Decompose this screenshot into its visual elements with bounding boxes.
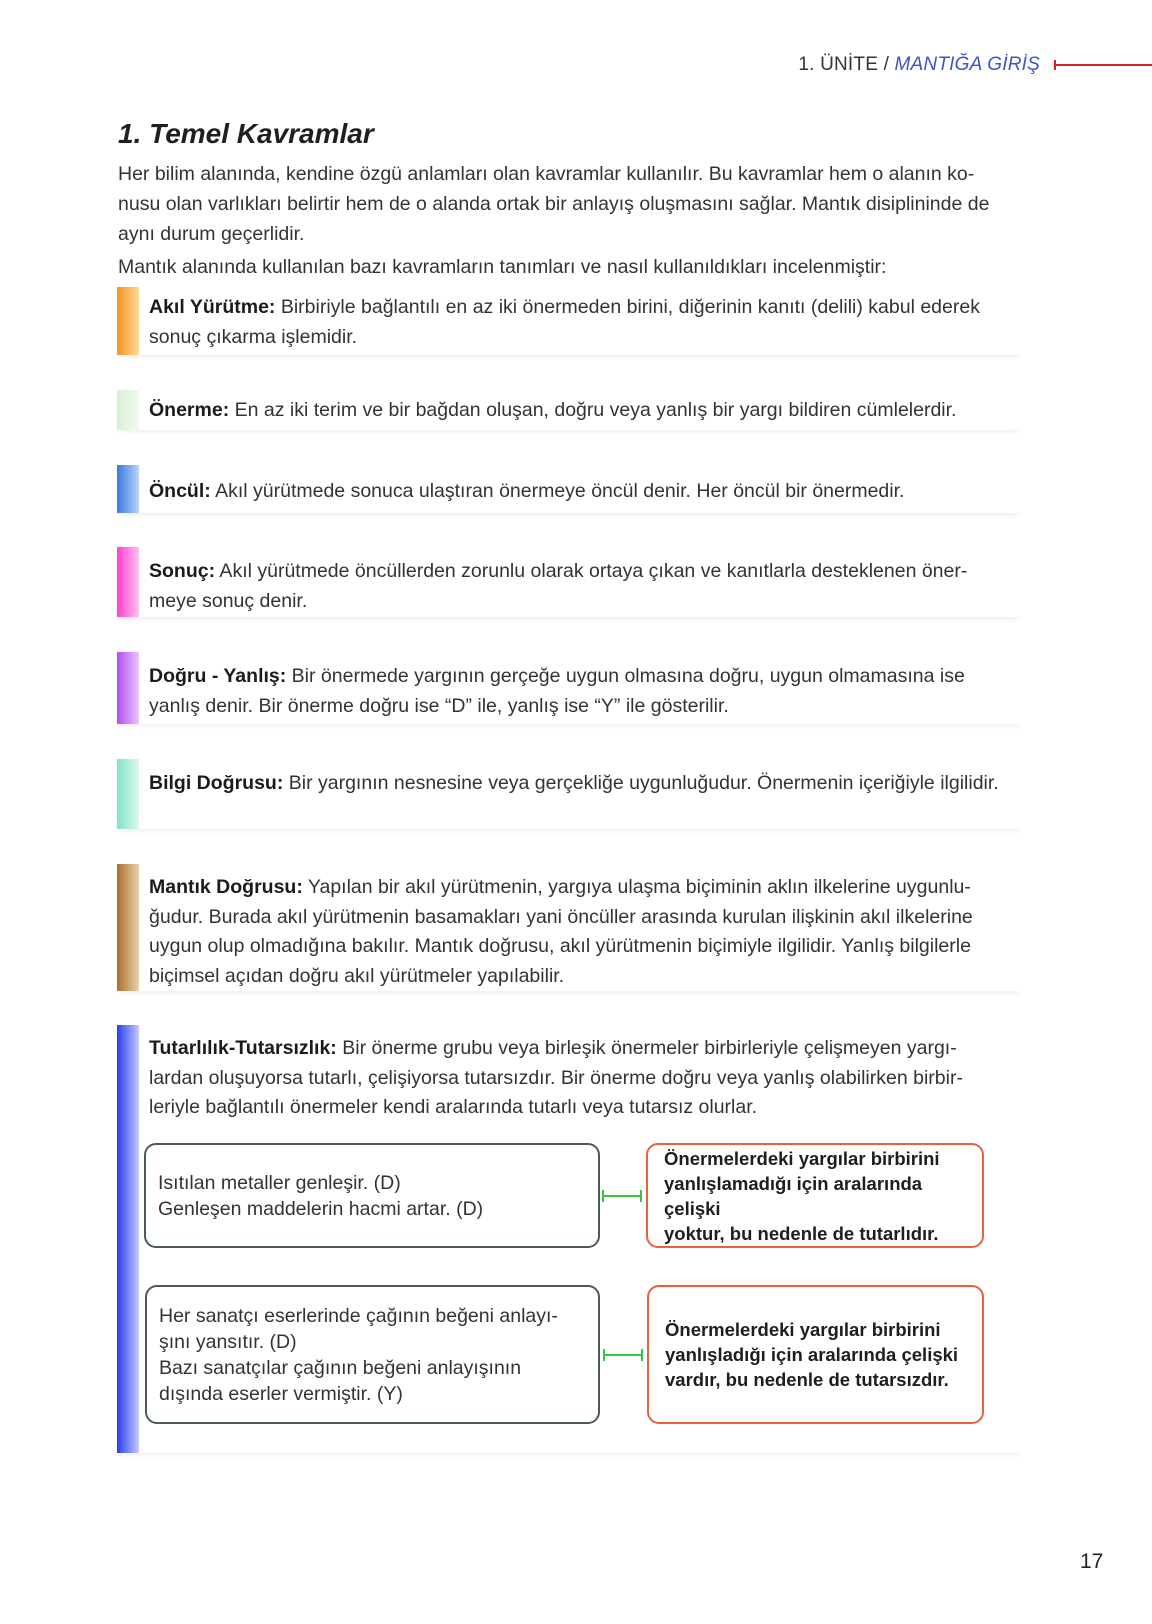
concept-card-mantik-dogrusu (117, 864, 1022, 991)
concept-def: Bir yargının nesnesine veya gerçekliğe uygunluğudur. Önermenin içeriğiyle ilgilidir. (283, 772, 999, 794)
statements (158, 1170, 483, 1222)
explanation-line: yanlışlamadığı için aralarında çelişki (664, 1172, 923, 1219)
explanation (665, 1317, 958, 1392)
concept-term: Doğru - Yanlış: (149, 665, 287, 687)
card-line: biçimsel açıdan doğru akıl yürütmeler yapılabilir. (149, 964, 565, 987)
concept-def: Akıl yürütmede öncüllerden zorunlu olarak ortaya çıkan ve kanıtlarla desteklenen öner- (215, 560, 968, 582)
card-text (149, 769, 1022, 799)
concept-card-dogru-yanlis (117, 652, 1022, 724)
card-line (149, 769, 1022, 799)
concept-card-onerme (117, 390, 1022, 430)
card-text (149, 293, 1022, 352)
running-header (798, 50, 1152, 80)
explanation-line: Önermelerdeki yargılar birbirini (665, 1319, 941, 1340)
card-line: uygun olup olmadığına bakılır. Mantık doğrusu, akıl yürütmenin biçimiyle ilgilidir. Yanlış bilgilerle (149, 935, 971, 957)
header-text (798, 54, 1040, 76)
intro-line: Her bilim alanında, kendine özgü anlamları olan kavramlar kullanılır. Bu kavramlar hem o alanın ko- (118, 163, 975, 185)
card-line (149, 1034, 1022, 1064)
connector-line (603, 1354, 643, 1356)
concept-card-oncul (117, 465, 1022, 513)
card-text (149, 396, 1022, 426)
concept-card-bilgi-dogrusu (117, 759, 1022, 829)
card-color-bar (117, 1025, 139, 1453)
intro-line: nusu olan varlıkları belirtir hem de o alanda ortak bir anlayış oluşmasını sağlar. Mantık disiplininde de (118, 193, 990, 215)
card-color-bar (117, 287, 139, 355)
card-text (149, 662, 1022, 721)
concept-term: Bilgi Doğrusu: (149, 772, 284, 794)
concept-def: Bir önermede yargının gerçeğe uygun olmasına doğru, uygun olmamasına ise (286, 665, 965, 687)
concept-term: Önerme: (149, 399, 230, 421)
concept-def: Birbiriyle bağlantılı en az iki önermeden birini, diğerinin kanıtı (delili) kabul ederek (275, 296, 980, 318)
concept-def: Bir önerme grubu veya birleşik önermeler birbirleriyle çelişmeyen yargı- (336, 1037, 957, 1059)
statement-line: şını yansıtır. (D) (159, 1330, 297, 1353)
header-unit: 1. ÜNİTE / (798, 54, 895, 75)
statement-line: Genleşen maddelerin hacmi artar. (D) (158, 1197, 484, 1220)
card-line (149, 477, 1022, 507)
explanation-line: Önermelerdeki yargılar birbirini (664, 1147, 940, 1169)
concept-term: Sonuç: (149, 560, 216, 582)
section-title: 1. Temel Kavramlar (118, 118, 374, 149)
explanation (664, 1146, 972, 1246)
statement-line: Bazı sanatçılar çağının beğeni anlayışının (159, 1356, 522, 1379)
card-text (149, 477, 1022, 507)
example-statements-box (144, 1143, 600, 1248)
concept-def: Akıl yürütmede sonuca ulaştıran önermeye öncül denir. Her öncül bir önermedir. (210, 480, 905, 502)
statement-line: Isıtılan metaller genleşir. (D) (158, 1171, 401, 1194)
concept-term: Mantık Doğrusu: (149, 876, 303, 898)
card-line: lardan oluşuyorsa tutarlı, çelişiyorsa tutarsızdır. Bir önerme doğru veya yanlış olabilirken birbir- (149, 1066, 963, 1089)
concept-term: Akıl Yürütme: (149, 296, 276, 318)
card-line (149, 557, 1022, 587)
card-line (149, 396, 1022, 426)
concept-term: Tutarlılık-Tutarsızlık: (149, 1037, 337, 1059)
card-line: ğudur. Burada akıl yürütmenin basamakları yani öncüller arasında kurulan ilişkinin akıl ilkelerine (149, 905, 973, 928)
card-text (149, 1034, 1022, 1123)
header-subject: MANTIĞA GİRİŞ (894, 54, 1040, 75)
concept-def: Yapılan bir akıl yürütmenin, yargıya ulaşma biçiminin aklın ilkelerine uygunlu- (302, 876, 971, 898)
header-rule (1054, 64, 1152, 66)
card-color-bar (117, 465, 139, 513)
card-color-bar (117, 864, 139, 991)
card-color-bar (117, 547, 139, 617)
card-line (149, 293, 1022, 323)
intro-paragraph (118, 159, 1038, 249)
example-explanation-box (646, 1143, 984, 1248)
explanation-line: yoktur, bu nedenle de tutarlıdır. (664, 1222, 939, 1244)
card-color-bar (117, 759, 139, 829)
card-line: leriyle bağlantılı önermeler kendi aralarında tutarlı veya tutarsız olurlar. (149, 1096, 758, 1118)
card-color-bar (117, 652, 139, 724)
concept-def: En az iki terim ve bir bağdan oluşan, doğru veya yanlış bir yargı bildiren cümlelerdir. (229, 399, 957, 421)
example-statements-box (145, 1285, 600, 1424)
concept-term: Öncül: (149, 480, 211, 502)
statement-line: Her sanatçı eserlerinde çağının beğeni anlayı- (159, 1304, 558, 1327)
example-explanation-box (647, 1285, 984, 1424)
intro-paragraph-2: Mantık alanında kullanılan bazı kavramların tanımları ve nasıl kullanıldıkları incelenmiştir: (118, 256, 887, 278)
statement-line: dışında eserler vermiştir. (Y) (159, 1382, 403, 1405)
connector-line (602, 1195, 642, 1197)
card-line: meye sonuç denir. (149, 589, 308, 612)
card-color-bar (117, 390, 139, 430)
card-line (149, 662, 1022, 692)
explanation-line: vardır, bu nedenle de tutarsızdır. (665, 1369, 949, 1390)
card-line (149, 873, 1022, 903)
card-line: yanlış denir. Bir önerme doğru ise “D” ile, yanlış ise “Y” ile gösterilir. (149, 694, 729, 717)
card-line: sonuç çıkarma işlemidir. (149, 325, 358, 348)
card-text (149, 557, 1022, 616)
page-number: 17 (1080, 1550, 1104, 1573)
intro-line: aynı durum geçerlidir. (118, 223, 305, 245)
concept-card-sonuc (117, 547, 1022, 617)
explanation-line: yanlışladığı için aralarında çelişki (665, 1344, 959, 1365)
card-text (149, 873, 1022, 991)
concept-card-akil-yurutme (117, 287, 1022, 355)
statements (159, 1303, 558, 1407)
